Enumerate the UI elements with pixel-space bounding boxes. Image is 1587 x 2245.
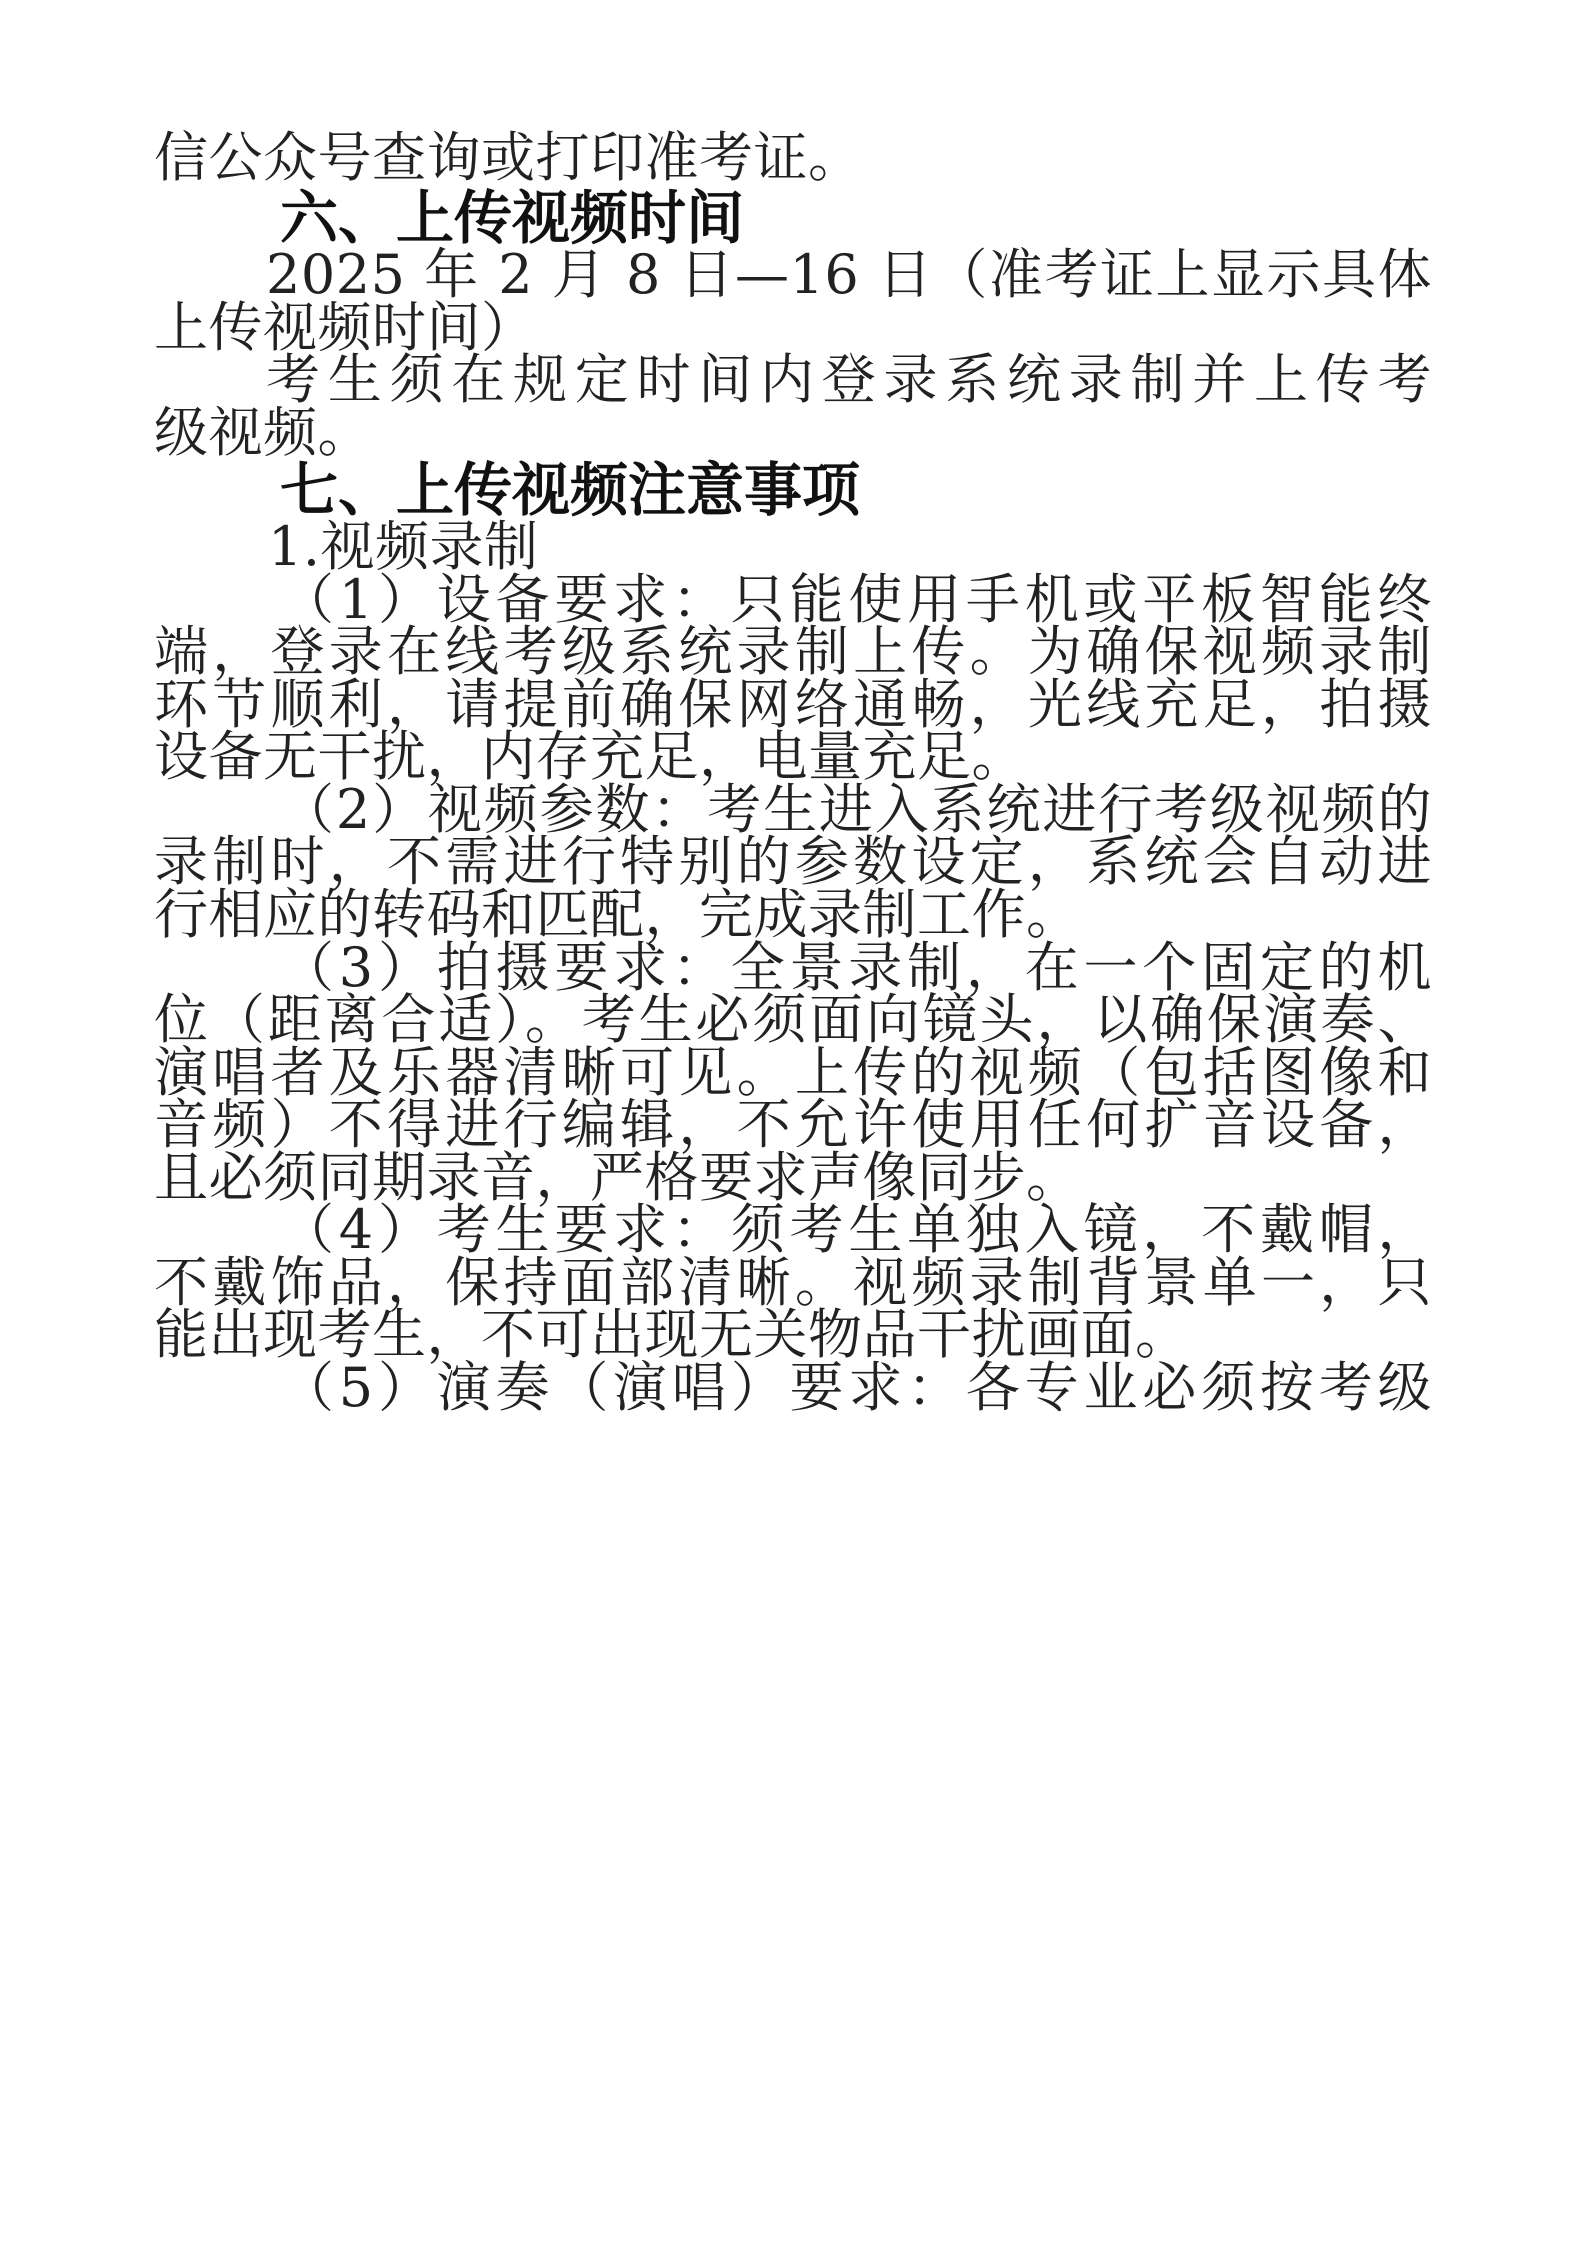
paragraph-line: 且必须同期录音，严格要求声像同步。 bbox=[154, 1146, 1081, 1209]
paragraph-line: 行相应的转码和匹配，完成录制工作。 bbox=[154, 883, 1081, 946]
paragraph-line: （1）设备要求：只能使用手机或平板智能终 bbox=[280, 568, 1432, 631]
paragraph-line: （5）演奏（演唱）要求：各专业必须按考级 bbox=[280, 1356, 1432, 1419]
paragraph-line: 2025 年 2 月 8 日—16 日（准考证上显示具体 bbox=[266, 243, 1432, 306]
paragraph-line: 能出现考生，不可出现无关物品干扰画面。 bbox=[154, 1303, 1190, 1366]
paragraph-line: 信公众号查询或打印准考证。 bbox=[154, 126, 863, 189]
paragraph-line: 设备无干扰，内存充足，电量充足。 bbox=[154, 725, 1026, 788]
paragraph-line: 不戴饰品，保持面部清晰。视频录制背景单一，只 bbox=[154, 1251, 1432, 1314]
subheading: 1.视频录制 bbox=[268, 515, 539, 578]
paragraph-line: （2）视频参数：考生进入系统进行考级视频的 bbox=[280, 778, 1432, 841]
paragraph-line: （3）拍摄要求：全景录制，在一个固定的机 bbox=[280, 936, 1432, 999]
paragraph-line: 环节顺利，请提前确保网络通畅，光线充足，拍摄 bbox=[154, 673, 1432, 736]
paragraph-line: 级视频。 bbox=[154, 401, 372, 464]
paragraph-line: 音频）不得进行编辑，不允许使用任何扩音设备， bbox=[154, 1093, 1432, 1156]
paragraph-line: 演唱者及乐器清晰可见。上传的视频（包括图像和 bbox=[154, 1041, 1432, 1104]
paragraph-line: 端，登录在线考级系统录制上传。为确保视频录制 bbox=[154, 620, 1432, 683]
section-heading-six: 六、上传视频时间 bbox=[280, 184, 745, 252]
paragraph-line: （4）考生要求：须考生单独入镜，不戴帽， bbox=[280, 1198, 1432, 1261]
paragraph-line: 考生须在规定时间内登录系统录制并上传考 bbox=[266, 348, 1432, 411]
paragraph-line: 录制时，不需进行特别的参数设定，系统会自动进 bbox=[154, 830, 1432, 893]
section-heading-seven: 七、上传视频注意事项 bbox=[280, 456, 861, 524]
paragraph-line: 位（距离合适）。考生必须面向镜头，以确保演奏、 bbox=[154, 988, 1432, 1051]
paragraph-line: 上传视频时间） bbox=[154, 296, 536, 359]
